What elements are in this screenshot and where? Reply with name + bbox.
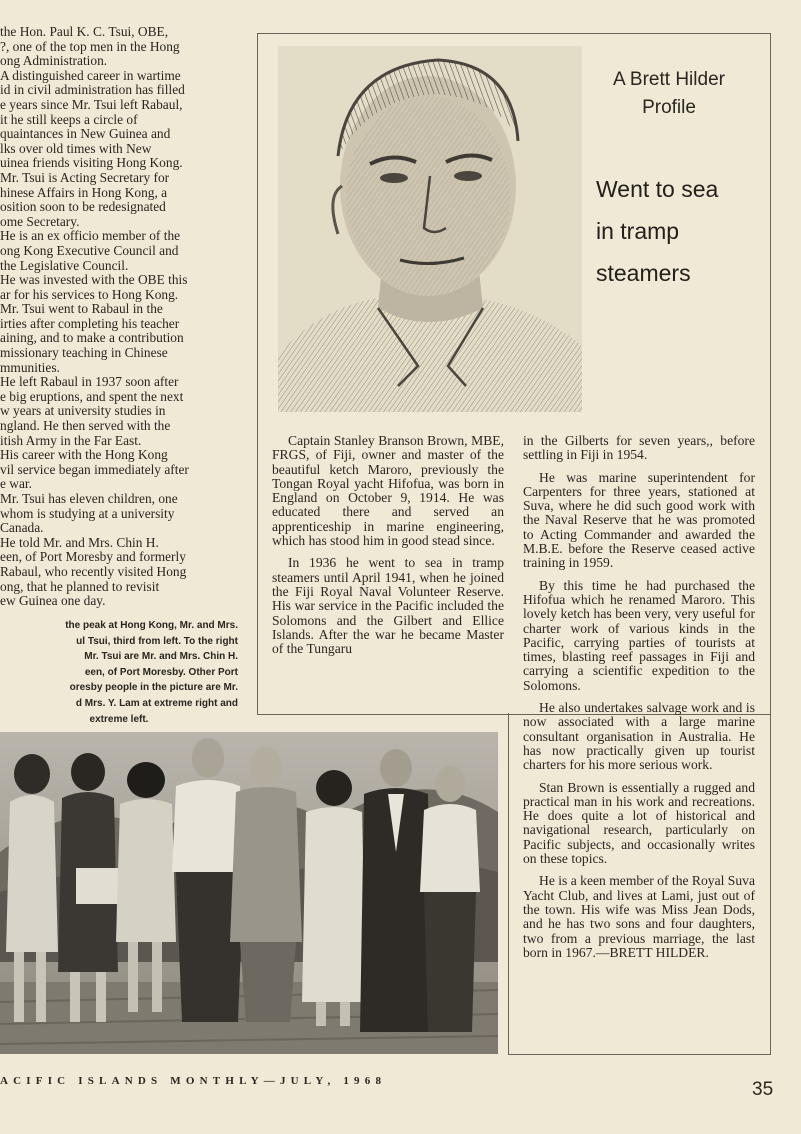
caption-line: d Mrs. Y. Lam at extreme right and: [75, 697, 238, 709]
article-paragraph: By this time he had purchased the Hifofua which he renamed Maroro. This lovely ketch has been very, very useful for charter work of various kinds in the Pacific, carrying parties of tourists at times, blasting reef passages in Fiji and carrying a scientific expedition to the Solomons.: [523, 577, 755, 693]
text-line: Mr. Tsui went to Rabaul in the: [0, 302, 163, 317]
text-line: ?, one of the top men in the Hong: [0, 39, 180, 54]
caption-line: Mr. Tsui are Mr. and Mrs. Chin H.: [84, 651, 238, 663]
text-line: ong Administration.: [0, 54, 108, 69]
text-line: ew Guinea one day.: [0, 594, 106, 609]
text-line: irties after completing his teacher: [0, 316, 180, 331]
text-line: quaintances in New Guinea and: [0, 127, 171, 142]
text-line: He told Mr. and Mrs. Chin H.: [0, 535, 159, 550]
article-paragraph: Stan Brown is essentially a rugged and practical man in his work and recreations. He does quite a lot of historical and navigational research, particularly on Pacific subjects, and occasionally writes on these topics.: [523, 779, 755, 867]
text-line: itish Army in the Far East.: [0, 433, 142, 448]
left-article-column: [0, 25, 242, 609]
text-line: lks over old times with New: [0, 141, 152, 156]
caption-line: oresby people in the picture are Mr.: [69, 682, 238, 694]
headline-line: steamers: [596, 260, 691, 286]
text-line: mmunities.: [0, 360, 60, 375]
article-headline: [596, 168, 766, 294]
article-paragraph: in the Gilberts for seven years,, before settling in Fiji in 1954.: [523, 433, 755, 463]
text-line: e war.: [0, 477, 32, 492]
text-line: vil service began immediately after: [0, 462, 189, 477]
text-line: Mr. Tsui is Acting Secretary for: [0, 170, 170, 185]
text-line: ong Kong Executive Council and: [0, 243, 179, 258]
page-number: 35: [752, 1079, 774, 1100]
text-line: Mr. Tsui has eleven children, one: [0, 492, 178, 506]
text-line: ome Secretary.: [0, 214, 80, 229]
text-line: uinea friends visiting Hong Kong.: [0, 156, 183, 171]
series-line: Profile: [642, 97, 696, 118]
text-line: Rabaul, who recently visited Hong: [0, 564, 187, 579]
article-paragraph: In 1936 he went to sea in tramp steamers until April 1941, when he joined the Fiji Royal Naval Volunteer Reserve. His war service in the Pacific included the Solomons and the Gilbert and Ellice Islands. After the war he became Master of the Tungaru: [272, 555, 504, 657]
profile-series-title: [584, 66, 754, 122]
text-line: hinese Affairs in Hong Kong, a: [0, 185, 168, 200]
text-line: e big eruptions, and spent the next: [0, 389, 184, 404]
text-line: aining, and to make a contribution: [0, 331, 184, 346]
article-paragraph: Captain Stanley Branson Brown, MBE, FRGS, of Fiji, owner and master of the beautiful ketch Maroro, previously the Tongan Royal yacht Hifofua, was born in England on October 9, 1914. He was educated there and served an apprenticeship in marine engineering, which has stood him in good stead since.: [272, 433, 504, 549]
text-line: id in civil administration has filled: [0, 83, 185, 98]
text-line: missionary teaching in Chinese: [0, 346, 168, 361]
text-line: e years since Mr. Tsui left Rabaul,: [0, 97, 183, 112]
text-line: His career with the Hong Kong: [0, 448, 168, 463]
text-line: He is an ex officio member of the: [0, 229, 181, 244]
text-line: He was invested with the OBE this: [0, 273, 188, 288]
text-line: it he still keeps a circle of: [0, 112, 138, 127]
caption-line: extreme left.: [89, 713, 149, 725]
article-column-box-border: [508, 713, 771, 1055]
profile-article-column-1: [272, 434, 504, 664]
footer-masthead: ACIFIC ISLANDS MONTHLY—JULY, 1968: [0, 1075, 387, 1087]
caption-line: the peak at Hong Kong, Mr. and Mrs.: [65, 620, 238, 631]
text-line: ong, that he planned to revisit: [0, 579, 160, 594]
article-paragraph: He also undertakes salvage work and is now associated with a large marine consultant organisation in Australia. He has now practically given up tourist charters for his more serious work.: [523, 700, 755, 773]
text-line: Canada.: [0, 521, 44, 536]
photo-caption: [0, 618, 238, 727]
sketch-portrait-icon: [278, 46, 582, 412]
article-paragraph: He was marine superintendent for Carpenters for three years, stationed at Suva, where he did such good work with the Naval Reserve that he was promoted to Acting Commander and awarded the M.B.E. before the Reserve ceased active training in 1959.: [523, 469, 755, 571]
text-line: osition soon to be redesignated: [0, 200, 166, 215]
text-line: ngland. He then served with the: [0, 419, 171, 434]
headline-line: in tramp: [596, 218, 680, 244]
text-line: the Hon. Paul K. C. Tsui, OBE,: [0, 25, 169, 39]
text-line: A distinguished career in wartime: [0, 68, 181, 83]
series-line: A Brett Hilder: [613, 69, 725, 90]
text-line: the Legislative Council.: [0, 258, 129, 273]
text-line: ar for his services to Hong Kong.: [0, 287, 179, 302]
text-line: whom is studying at a university: [0, 506, 175, 521]
article-paragraph: He is a keen member of the Royal Suva Yacht Club, and lives at Lami, just out of the town. His wife was Miss Jean Dods, and he has two sons and four daughters, two from a previous marriage, the last born in 1967.—BRETT HILDER.: [523, 873, 755, 960]
headline-line: Went to sea: [596, 176, 719, 202]
caption-line: ul Tsui, third from left. To the right: [76, 635, 238, 647]
text-line: He left Rabaul in 1937 soon after: [0, 375, 179, 390]
text-line: een, of Port Moresby and formerly: [0, 550, 186, 565]
text-line: w years at university studies in: [0, 404, 166, 419]
group-photo-icon: [0, 732, 498, 1054]
caption-line: een, of Port Moresby. Other Port: [84, 666, 238, 678]
